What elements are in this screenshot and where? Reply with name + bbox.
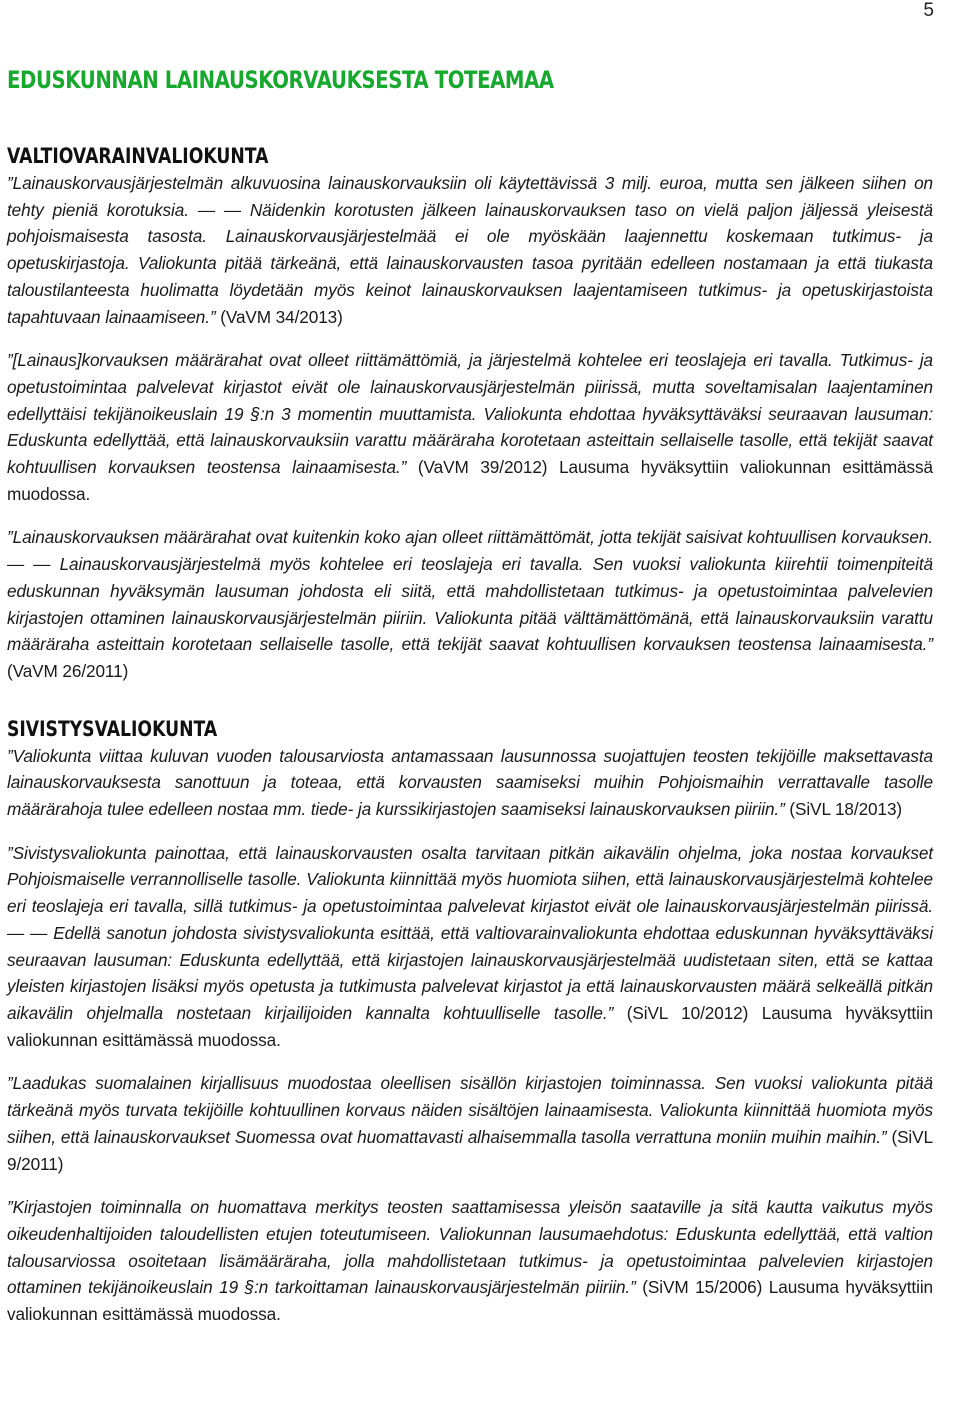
page-number: 5 [923,0,934,21]
quote-paragraph [7,743,933,823]
quote-text: ”Valiokunta viittaa kuluvan vuoden talousarviosta antamassaan lausunnossa suojattujen teosten tekijöille maksettavasta lainauskorvauksesta sanottuun ja toteaa, että korvausten saamiseksi muihin Pohjoismaihin verrattavalle tasolle määrärahoja tulee edelleen nostaa mm. tiede- ja kurssikirjastojen saamiseksi lainauskorvauksen piiriin.” [7,745,933,820]
quote-paragraph [7,1194,933,1328]
quote-source: (SiVM 15/2006) Lausuma hyväksyttiin valiokunnan esittämässä muodossa. [7,1277,933,1325]
quote-paragraph [7,1070,933,1177]
section-heading-sivistysvaliokunta: SIVISTYSVALIOKUNTA [7,716,218,741]
quote-source: (SiVL 10/2012) Lausuma hyväksyttiin valiokunnan esittämässä muodossa. [7,1002,933,1050]
quote-source: (VaVM 39/2012) Lausuma hyväksyttiin valiokunnan esittämässä muodossa. [7,457,933,504]
quote-source: (VaVM 34/2013) [215,306,343,327]
quote-text: ”Sivistysvaliokunta painottaa, että lainauskorvausten osalta tarvitaan pitkän aikavälin ohjelma, joka nostaa korvaukset Pohjoismaiselle verrannolliselle tasolle. Valiokunta kiinnittää myös huomiota siihen, että lainauskorvausjärjestelmä kohtelee eri teoslajeja eri tavalla, sillä tutkimus- ja opetustoimintaa palvelevat kirjastot eivät ole lainauskorvausjärjestelmän piirissä. — — Edellä sanotun johdosta sivistysvaliokunta esittää, että valtiovarainvaliokunta ehdottaa eduskunnan hyväksyttäväksi seuraavan lausuman: Eduskunta edellyttää, että kirjastojen lainauskorvausjärjestelmää uudistetaan siten, että se kattaa yleisten kirjastojen lisäksi myös opetusta ja tutkimusta palvelevat kirjastot ja että lainauskorvausten määrä selkeällä pitkän aikavälin ohjelmalla nostetaan kirjailijoiden kannalta kohtuulliselle tasolle.” [7,842,933,1023]
quote-text: ”Lainauskorvauksen määrärahat ovat kuitenkin koko ajan olleet riittämättömät, jotta tekijät saisivat kohtuullisen korvauksen. — — Lainauskorvausjärjestelmä myös kohtelee eri teoslajeja eri tavalla. Sen vuoksi valiokunta kiirehtii toimenpiteitä eduskunnan hyväksymän lausuman johdosta eli siitä, että mahdollistetaan tutkimus- ja opetustoimintaa palvelevien kirjastojen ottaminen lainauskorvausjärjestelmän piiriin. Valiokunta pitää välttämättömänä, että lainauskorvauksiin varattu määräraha asteittain korotetaan sellaiselle tasolle, että tekijät saavat kohtuullisen korvauksen teostensa lainaamisesta.” [7,527,933,655]
quote-text: ”Laadukas suomalainen kirjallisuus muodostaa oleellisen sisällön kirjastojen toiminnassa. Sen vuoksi valiokunta pitää tärkeänä myös turvata tekijöille kohtuullinen korvaus näiden sisältöjen lainaamisesta. Valiokunta kiinnittää huomiota myös siihen, että lainauskorvaukset Suomessa ovat huomattavasti alhaisemmalla tasolla verrattuna moniin muihin maihin.” [7,1073,933,1147]
quote-text: ”[Lainaus]korvauksen määrärahat ovat olleet riittämättömiä, ja järjestelmä kohtelee eri teoslajeja eri tavalla. Tutkimus- ja opetustoimintaa palvelevat kirjastot eivät ole lainauskorvausjärjestelmän piirissä, mutta soveltamisalan laajentaminen edellyttäisi tekijänoikeuslain 19 §:n 3 momentin muuttamista. Valiokunta ehdottaa hyväksyttäväksi seuraavan lausuman: Eduskunta edellyttää, että lainauskorvauksiin varattu määräraha korotetaan asteittain sellaiselle tasolle, että tekijät saavat kohtuullisen korvauksen teostensa lainaamisesta.” [7,350,933,478]
quote-text: ”Kirjastojen toiminnalla on huomattava merkitys teosten saattamisessa yleisön saataville ja sitä kautta vaikutus myös oikeudenhaltijoiden taloudellisten etujen toteutumiseen. Valiokunnan lausumaehdotus: Eduskunta edellyttää, että valtion talousarviossa osoitetaan lisämääräraha, jolla mahdollistetaan tutkimus- ja opetustoimintaa palvelevien kirjastojen ottaminen tekijänoikeuslain 19 §:n tarkoittaman lainauskorvausjärjestelmän piiriin.” [7,1197,933,1298]
section-heading-valtiovarainvaliokunta: VALTIOVARAINVALIOKUNTA [7,144,269,168]
quote-source: (SiVL 9/2011) [7,1126,933,1174]
quote-source: (SiVL 18/2013) [784,799,903,820]
quote-paragraph [7,524,933,684]
quote-paragraph [7,170,933,330]
quote-text: ”Lainauskorvausjärjestelmän alkuvuosina lainauskorvauksiin oli käytettävissä 3 milj. euroa, mutta sen jälkeen siihen on tehty pieniä korotuksia. — — Näidenkin korotusten jälkeen lainauskorvauksen taso on vielä paljon jäljessä yleisestä pohjoismaisesta tasosta. Lainauskorvausjärjestelmää ei ole myöskään laajennettu koskemaan tutkimus- ja opetuskirjastoja. Valiokunta pitää tärkeänä, että lainauskorvausten tasoa pyritään edelleen nostamaan ja että tiukasta taloustilanteesta huolimatta löydetään myös keinot lainauskorvauksen laajentamiseen tutkimus- ja opetuskirjastoista tapahtuvaan lainaamiseen.” [7,173,933,327]
quote-paragraph [7,347,933,507]
document-body [7,64,933,1328]
page-title: EDUSKUNNAN LAINAUSKORVAUKSESTA TOTEAMAA [7,66,554,94]
quote-paragraph [7,840,933,1054]
quote-source: (VaVM 26/2011) [7,660,129,681]
